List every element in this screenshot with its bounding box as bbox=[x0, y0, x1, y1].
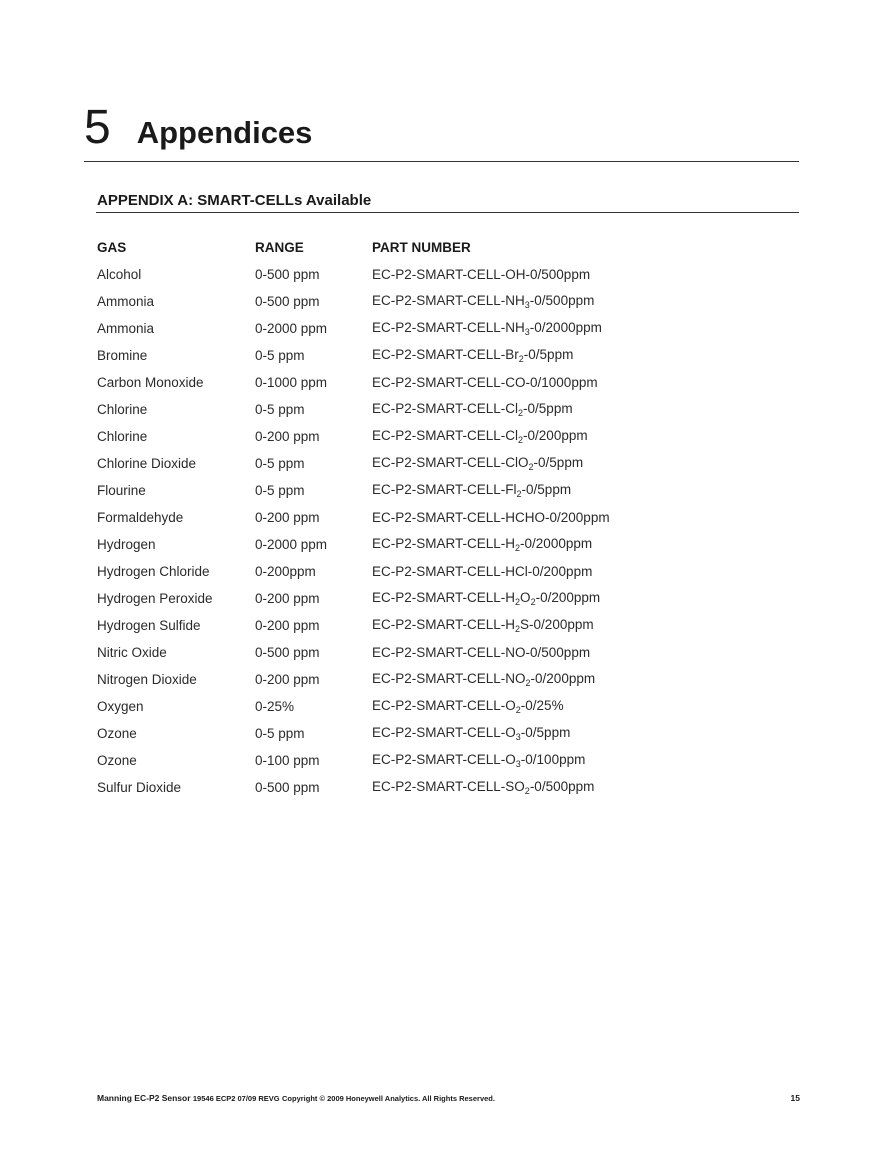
part-number-segment: -0/25% bbox=[520, 698, 564, 713]
part-number-segment: -0/5ppm bbox=[521, 482, 572, 497]
range-cell: 0-200 ppm bbox=[255, 591, 320, 606]
part-number-segment: -0/200ppm bbox=[530, 671, 596, 686]
part-number-cell bbox=[372, 288, 672, 315]
table-row bbox=[97, 558, 672, 585]
part-number-subscript: 2 bbox=[515, 624, 521, 634]
gas-cell: Nitric Oxide bbox=[97, 645, 167, 660]
part-number-subscript: 2 bbox=[516, 489, 522, 499]
part-number-cell bbox=[372, 261, 672, 288]
part-number-segment: EC-P2-SMART-CELL-Cl bbox=[372, 428, 519, 443]
part-number-segment: EC-P2-SMART-CELL-Fl bbox=[372, 482, 517, 497]
part-number-subscript: 3 bbox=[524, 300, 530, 310]
table-row bbox=[97, 612, 672, 639]
table-row bbox=[97, 288, 672, 315]
part-number-cell bbox=[372, 774, 672, 801]
gas-cell: Flourine bbox=[97, 483, 146, 498]
part-number-segment: EC-P2-SMART-CELL-Br bbox=[372, 347, 519, 362]
part-number-segment: -0/500ppm bbox=[529, 779, 595, 794]
footer-product: Manning EC-P2 Sensor bbox=[97, 1093, 191, 1103]
range-cell: 0-200 ppm bbox=[255, 429, 320, 444]
part-number-cell bbox=[372, 450, 672, 477]
part-number-subscript: 2 bbox=[518, 408, 524, 418]
table-row bbox=[97, 720, 672, 747]
part-number-segment: EC-P2-SMART-CELL-H bbox=[372, 590, 516, 605]
footer-text bbox=[97, 1093, 495, 1103]
range-cell: 0-500 ppm bbox=[255, 780, 320, 795]
table-body bbox=[97, 261, 672, 801]
part-number-segment: EC-P2-SMART-CELL-Cl bbox=[372, 401, 519, 416]
appendix-rule bbox=[96, 212, 799, 213]
part-number-cell bbox=[372, 504, 672, 531]
range-cell: 0-200 ppm bbox=[255, 672, 320, 687]
table-row bbox=[97, 693, 672, 720]
range-cell: 0-5 ppm bbox=[255, 348, 305, 363]
part-number-cell bbox=[372, 693, 672, 720]
part-number-cell bbox=[372, 666, 672, 693]
part-number-segment: EC-P2-SMART-CELL-OH-0/500ppm bbox=[372, 267, 591, 282]
header-range: RANGE bbox=[255, 240, 304, 255]
appendix-title: APPENDIX A: SMART-CELLs Available bbox=[97, 192, 372, 209]
range-cell: 0-1000 ppm bbox=[255, 375, 328, 390]
table-row bbox=[97, 315, 672, 342]
range-cell: 0-2000 ppm bbox=[255, 321, 328, 336]
table-row bbox=[97, 585, 672, 612]
table-header-row bbox=[97, 234, 672, 261]
part-number-segment: -0/200ppm bbox=[523, 428, 588, 443]
range-cell: 0-25% bbox=[255, 699, 295, 714]
part-number-cell bbox=[372, 369, 672, 396]
part-number-subscript: 2 bbox=[525, 678, 531, 688]
table-row bbox=[97, 639, 672, 666]
gas-cell: Oxygen bbox=[97, 699, 144, 714]
part-number-segment: EC-P2-SMART-CELL-O bbox=[372, 752, 516, 767]
part-number-cell bbox=[372, 639, 672, 666]
gas-cell: Ammonia bbox=[97, 294, 155, 309]
gas-cell: Carbon Monoxide bbox=[97, 375, 204, 390]
part-number-segment: EC-P2-SMART-CELL-O bbox=[372, 698, 516, 713]
page-number: 15 bbox=[790, 1093, 800, 1103]
part-number-subscript: 2 bbox=[515, 543, 521, 553]
part-number-segment: -0/5ppm bbox=[533, 455, 584, 470]
part-number-cell bbox=[372, 585, 672, 612]
table-row bbox=[97, 531, 672, 558]
table-row bbox=[97, 477, 672, 504]
part-number-segment: EC-P2-SMART-CELL-O bbox=[372, 725, 516, 740]
part-number-cell bbox=[372, 558, 672, 585]
part-number-subscript: 2 bbox=[524, 786, 530, 796]
gas-cell: Nitrogen Dioxide bbox=[97, 672, 197, 687]
part-number-segment: EC-P2-SMART-CELL-NH bbox=[372, 293, 525, 308]
chapter-number: 5 bbox=[84, 101, 111, 154]
page-footer bbox=[97, 1093, 800, 1103]
range-cell: 0-200 ppm bbox=[255, 618, 320, 633]
range-cell: 0-2000 ppm bbox=[255, 537, 328, 552]
gas-cell: Chlorine bbox=[97, 402, 148, 417]
part-number-segment: EC-P2-SMART-CELL-ClO bbox=[372, 455, 529, 470]
part-number-cell bbox=[372, 342, 672, 369]
gas-cell: Formaldehyde bbox=[97, 510, 184, 525]
smart-cells-table bbox=[97, 234, 672, 801]
gas-cell: Hydrogen Sulfide bbox=[97, 618, 201, 633]
table-row bbox=[97, 423, 672, 450]
part-number-segment: EC-P2-SMART-CELL-CO-0/1000ppm bbox=[372, 375, 598, 390]
part-number-segment: EC-P2-SMART-CELL-NO-0/500ppm bbox=[372, 645, 591, 660]
part-number-cell bbox=[372, 720, 672, 747]
header-part-number: PART NUMBER bbox=[372, 240, 471, 255]
part-number-segment: -0/100ppm bbox=[520, 752, 586, 767]
footer-copyright: Copyright © 2009 Honeywell Analytics. All Rights Reserved. bbox=[282, 1094, 495, 1103]
header-gas: GAS bbox=[97, 240, 127, 255]
gas-cell: Chlorine Dioxide bbox=[97, 456, 197, 471]
part-number-cell bbox=[372, 612, 672, 639]
range-cell: 0-200ppm bbox=[255, 564, 316, 579]
part-number-segment: -0/2000ppm bbox=[529, 320, 602, 335]
range-cell: 0-5 ppm bbox=[255, 483, 305, 498]
range-cell: 0-5 ppm bbox=[255, 456, 305, 471]
range-cell: 0-500 ppm bbox=[255, 645, 320, 660]
part-number-segment: EC-P2-SMART-CELL-H bbox=[372, 536, 516, 551]
part-number-cell bbox=[372, 531, 672, 558]
part-number-segment: -0/2000ppm bbox=[520, 536, 593, 551]
part-number-segment: EC-P2-SMART-CELL-HCl-0/200ppm bbox=[372, 564, 593, 579]
gas-cell: Hydrogen Peroxide bbox=[97, 591, 213, 606]
part-number-segment: EC-P2-SMART-CELL-NH bbox=[372, 320, 525, 335]
table-row bbox=[97, 261, 672, 288]
gas-cell: Sulfur Dioxide bbox=[97, 780, 182, 795]
part-number-subscript: 3 bbox=[515, 759, 521, 769]
part-number-segment: EC-P2-SMART-CELL-HCHO-0/200ppm bbox=[372, 510, 610, 525]
range-cell: 0-200 ppm bbox=[255, 510, 320, 525]
part-number-segment: -0/5ppm bbox=[523, 347, 574, 362]
part-number-cell bbox=[372, 747, 672, 774]
gas-cell: Chlorine bbox=[97, 429, 148, 444]
gas-cell: Ammonia bbox=[97, 321, 155, 336]
table-row bbox=[97, 774, 672, 801]
part-number-subscript: 2 bbox=[528, 462, 534, 472]
table-row bbox=[97, 747, 672, 774]
part-number-subscript: 2 bbox=[518, 354, 524, 364]
range-cell: 0-500 ppm bbox=[255, 267, 320, 282]
part-number-segment: -0/5ppm bbox=[520, 725, 571, 740]
footer-doc: 19546 ECP2 07/09 REVG bbox=[192, 1094, 280, 1103]
part-number-segment: EC-P2-SMART-CELL-SO bbox=[372, 779, 525, 794]
gas-cell: Bromine bbox=[97, 348, 148, 363]
gas-cell: Alcohol bbox=[97, 267, 142, 282]
part-number-segment: EC-P2-SMART-CELL-H bbox=[372, 617, 516, 632]
range-cell: 0-5 ppm bbox=[255, 726, 305, 741]
gas-cell: Hydrogen bbox=[97, 537, 156, 552]
chapter-heading bbox=[84, 101, 313, 154]
gas-cell: Ozone bbox=[97, 753, 137, 768]
chapter-title: Appendices bbox=[136, 115, 313, 150]
gas-cell: Hydrogen Chloride bbox=[97, 564, 210, 579]
table-row bbox=[97, 396, 672, 423]
part-number-subscript: 2 bbox=[530, 597, 536, 607]
table-row bbox=[97, 342, 672, 369]
part-number-subscript: 2 bbox=[518, 435, 524, 445]
part-number-segment: S-0/200ppm bbox=[520, 617, 594, 632]
part-number-cell bbox=[372, 423, 672, 450]
chapter-rule bbox=[84, 161, 799, 162]
part-number-subscript: 3 bbox=[515, 732, 521, 742]
part-number-cell bbox=[372, 396, 672, 423]
part-number-segment: EC-P2-SMART-CELL-NO bbox=[372, 671, 526, 686]
part-number-segment: O bbox=[520, 590, 531, 605]
table-row bbox=[97, 369, 672, 396]
part-number-segment: -0/5ppm bbox=[523, 401, 573, 416]
range-cell: 0-500 ppm bbox=[255, 294, 320, 309]
part-number-subscript: 2 bbox=[515, 705, 521, 715]
range-cell: 0-5 ppm bbox=[255, 402, 305, 417]
table-row bbox=[97, 666, 672, 693]
part-number-segment: -0/500ppm bbox=[529, 293, 595, 308]
range-cell: 0-100 ppm bbox=[255, 753, 320, 768]
part-number-cell bbox=[372, 477, 672, 504]
part-number-subscript: 2 bbox=[515, 597, 521, 607]
table-row bbox=[97, 450, 672, 477]
gas-cell: Ozone bbox=[97, 726, 137, 741]
part-number-segment: -0/200ppm bbox=[535, 590, 601, 605]
table-row bbox=[97, 504, 672, 531]
part-number-cell bbox=[372, 315, 672, 342]
part-number-subscript: 3 bbox=[524, 327, 530, 337]
